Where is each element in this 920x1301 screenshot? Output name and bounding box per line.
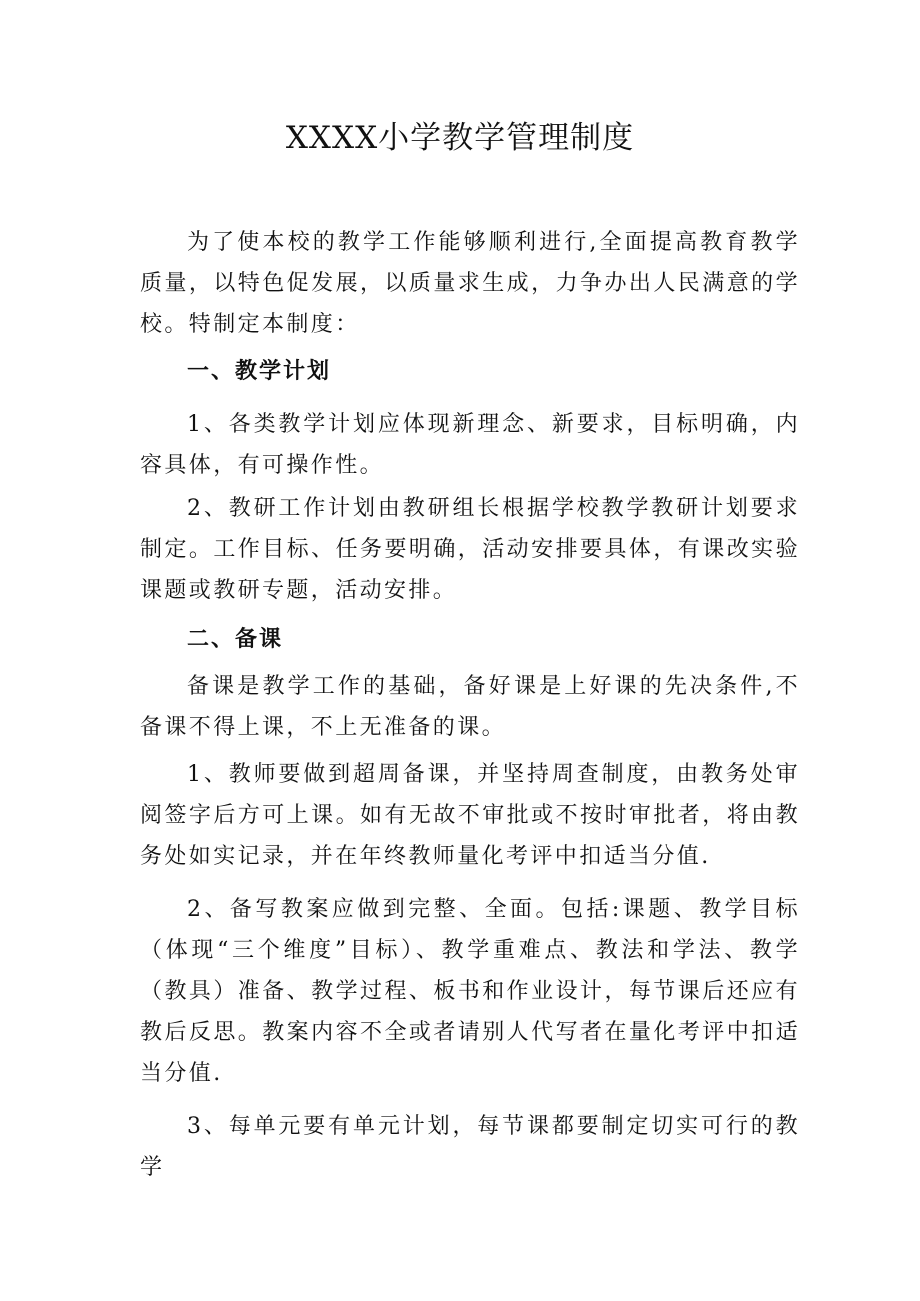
- page-title: XXXX小学教学管理制度: [285, 120, 635, 156]
- paragraph: 2、教研工作计划由教研组长根据学校教学教研计划要求制定。工作目标、任务要明确，活动安排要具体，有课改实验课题或教研专题，活动安排。: [140, 496, 800, 603]
- paragraph: 1、各类教学计划应体现新理念、新要求，目标明确，内容具体，有可操作性。: [140, 412, 800, 478]
- paragraph: 2、备写教案应做到完整、全面。包括:课题、教学目标（体现“三个维度”目标）、教学重难点、教法和学法、教学（教具）准备、教学过程、板书和作业设计，每节课后还应有教后反思。教案内容不全或者请别人代写者在量化考评中扣适当分值.: [140, 897, 800, 1086]
- paragraph: 1、教师要做到超周备课，并坚持周查制度，由教务处审阅签字后方可上课。如有无故不审批或不按时审批者，将由教务处如实记录，并在年终教师量化考评中扣适当分值.: [140, 762, 800, 869]
- paragraph: 备课是教学工作的基础，备好课是上好课的先决条件,不备课不得上课，不上无准备的课。: [140, 674, 800, 740]
- intro-paragraph: 为了使本校的教学工作能够顺利进行,全面提高教育教学质量，以特色促发展，以质量求生成，力争办出人民满意的学校。特制定本制度：: [140, 230, 800, 337]
- document-body: [140, 222, 800, 1188]
- section-heading-teaching-plan: 一、教学计划: [187, 359, 332, 384]
- section-heading-lesson-prep: 二、备课: [187, 627, 284, 652]
- paragraph: 3、每单元要有单元计划，每节课都要制定切实可行的教学: [140, 1114, 800, 1180]
